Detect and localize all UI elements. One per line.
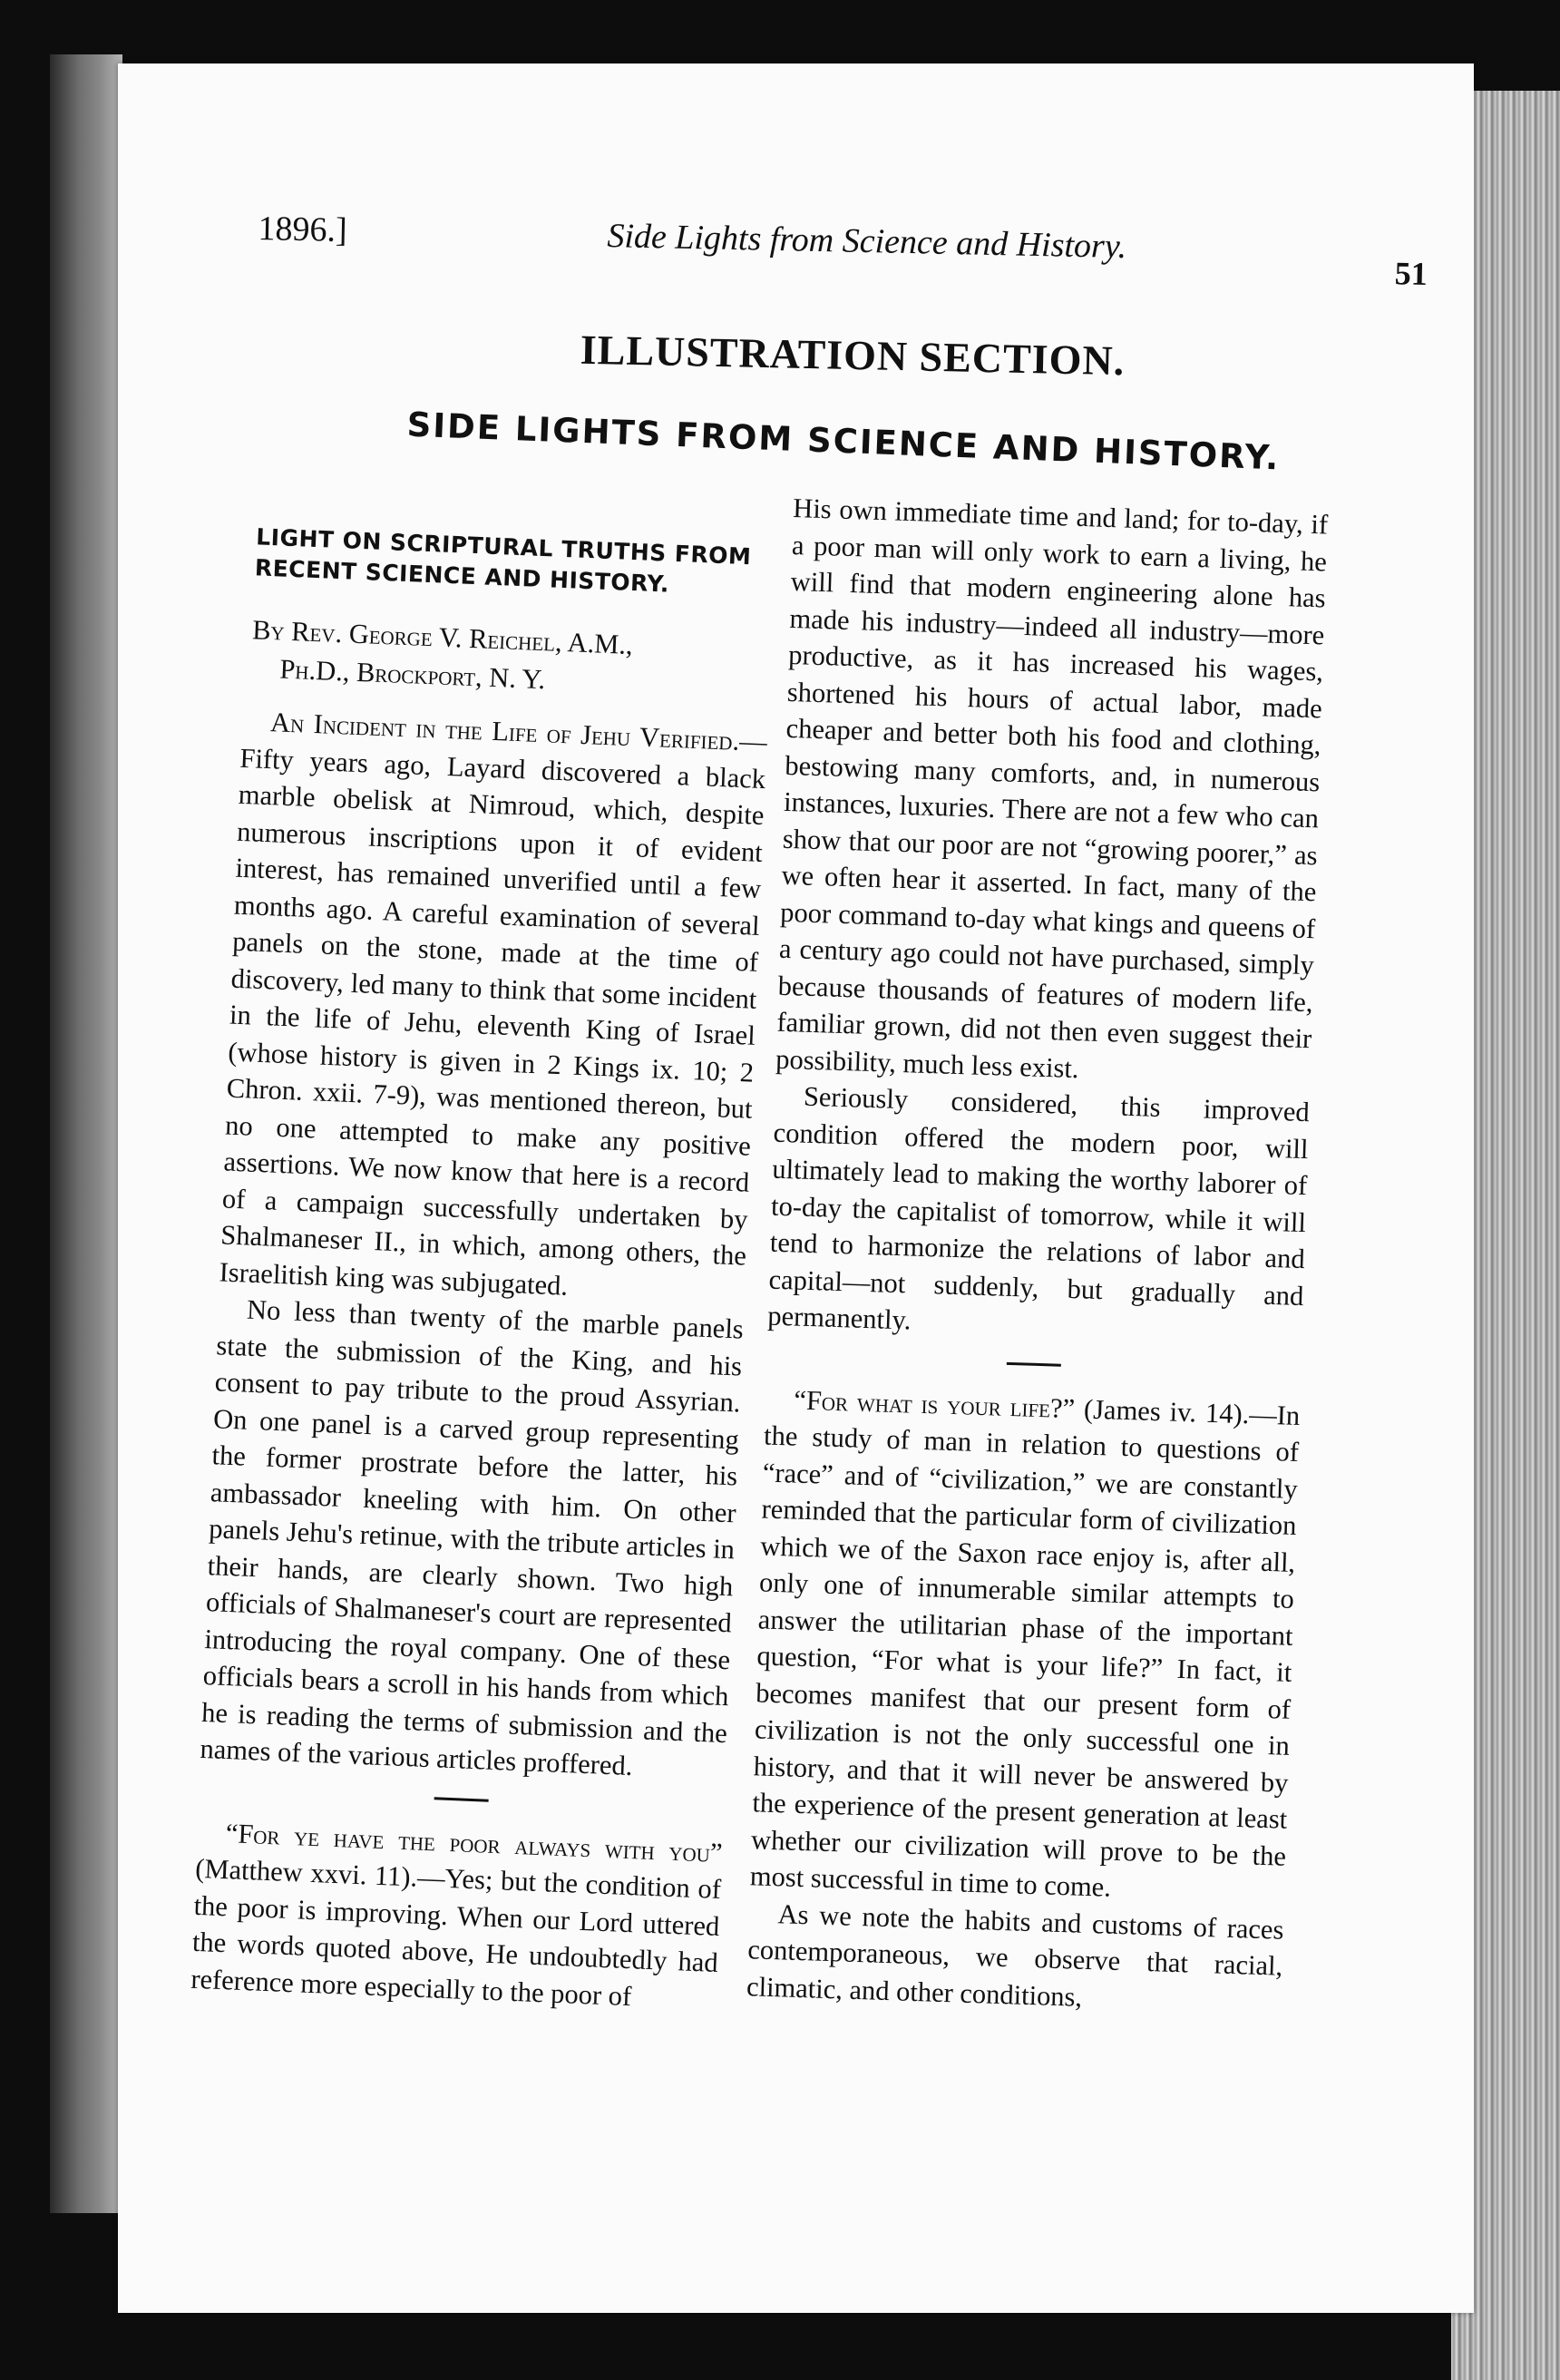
paragraph-habits: As we note the habits and customs of races contemporaneous, we observe that racial, climatic, and other conditions, [746, 1897, 1284, 2013]
page-number: 51 [1394, 255, 1428, 293]
paragraph-jehu [219, 703, 768, 1312]
paragraph-poor-lead: “For ye have the poor always with you” [225, 1817, 724, 1868]
article-byline [243, 610, 772, 707]
paragraph-jehu-lead: An Incident in the Life of Jehu Verified. [269, 707, 740, 756]
running-head-title: Side Lights from Science and History. [607, 217, 1127, 267]
paragraph-life-body: (James iv. 14).—In the study of man in relation to questions of “race” and of “civilization,” we are constantly reminded that the particular form of civilization which we of the Saxon race enjoy is, after all, only one of innumerable similar attempts to answer the utilitarian phase of the important question, “For what is your life?” In fact, it becomes manifest that our present form of civilization is not the only successful one in history, and that it will never be answered by the experience of the present generation at least whether our civilization will prove to be the most successful in time to come. [749, 1392, 1301, 1903]
byline-line-1: By Rev. George V. Reichel, A.M., [251, 614, 634, 661]
paragraph-marble-panels: No less than twenty of the marble panels state the submission of the King, and his consent to pay tribute to the proud Assyrian. On one panel is a carved group representing the former prostrate before the latter, his ambassador kneeling with him. On other panels Jehu's retinue, with the tribute articles in their hands, are clearly shown. Two high officials of Shalmaneser's court are represented introducing the royal company. One of these officials bears a scroll in his hands from which he is reading the terms of submission and the names of the various articles proffered. [199, 1293, 745, 1782]
paragraph-poor-body: (Matthew xxvi. 11).—Yes; but the condition of the poor is improving. When our Lord uttered the words quoted above, He undoubtedly had reference more especially to the poor of [190, 1852, 722, 2012]
paragraph-seriously: Seriously considered, this improved condition offered the modern poor, will ultimately lead to making the worthy laborer of to-day the capitalist of tomorrow, while it will tend to harmonize the relations of labor and capital—not suddenly, but gradually and permanently. [766, 1080, 1311, 1336]
paragraph-life [749, 1380, 1301, 1911]
running-head-year: 1896.] [258, 209, 348, 250]
paragraph-poor-continued: His own immediate time and land; for to-day, if a poor man will only work to earn a living, he will find that modern engineering alone has made his industry—indeed all industry—more productive, as it has increased his wages, shortened his hours of actual labor, made cheaper and better both his food and clothing, bestowing many comforts, and, in numerous instances, luxuries. There are not a few who can show that our poor are not “growing poorer,” as we often hear it asserted. In fact, many of the poor command to-day what kings and queens of a century ago could not have purchased, simply because thousands of features of modern life, familiar grown, did not then even suggest their possibility, much less exist. [775, 492, 1329, 1084]
left-column [190, 522, 775, 2018]
running-head [258, 209, 1428, 297]
right-column [746, 490, 1329, 2022]
section-title: ILLUSTRATION SECTION. [580, 326, 1126, 385]
section-divider [1007, 1361, 1061, 1366]
section-divider [434, 1797, 489, 1801]
article-title: LIGHT ON SCRIPTURAL TRUTHS FROM RECENT SCIENCE AND HISTORY. [254, 523, 752, 598]
book-spine-shadow [50, 54, 122, 2213]
paragraph-life-lead: “For what is your life?” [793, 1384, 1076, 1424]
paragraph-poor [190, 1813, 724, 2018]
byline-line-2: Ph.D., Brockport, N. Y. [278, 653, 546, 696]
book-page [118, 63, 1474, 2313]
section-subtitle: SIDE LIGHTS FROM SCIENCE AND HISTORY. [405, 405, 1282, 478]
paragraph-jehu-body: —Fifty years ago, Layard discovered a black marble obelisk at Nimroud, which, despite numerous inscriptions upon it of evident interest, has remained unverified until a few months ago. A careful examination of several panels on the stone, made at the time of discovery, led many to think that some incident in the life of Jehu, eleventh King of Israel (whose history is given in 2 Kings ix. 10; 2 Chron. xxii. 7-9), was mentioned thereon, but no one attempted to make any positive assertions. We now know that here is a record of a campaign successfully undertaken by Shalmaneser II., in which, among others, the Israelitish king was subjugated. [219, 725, 768, 1302]
